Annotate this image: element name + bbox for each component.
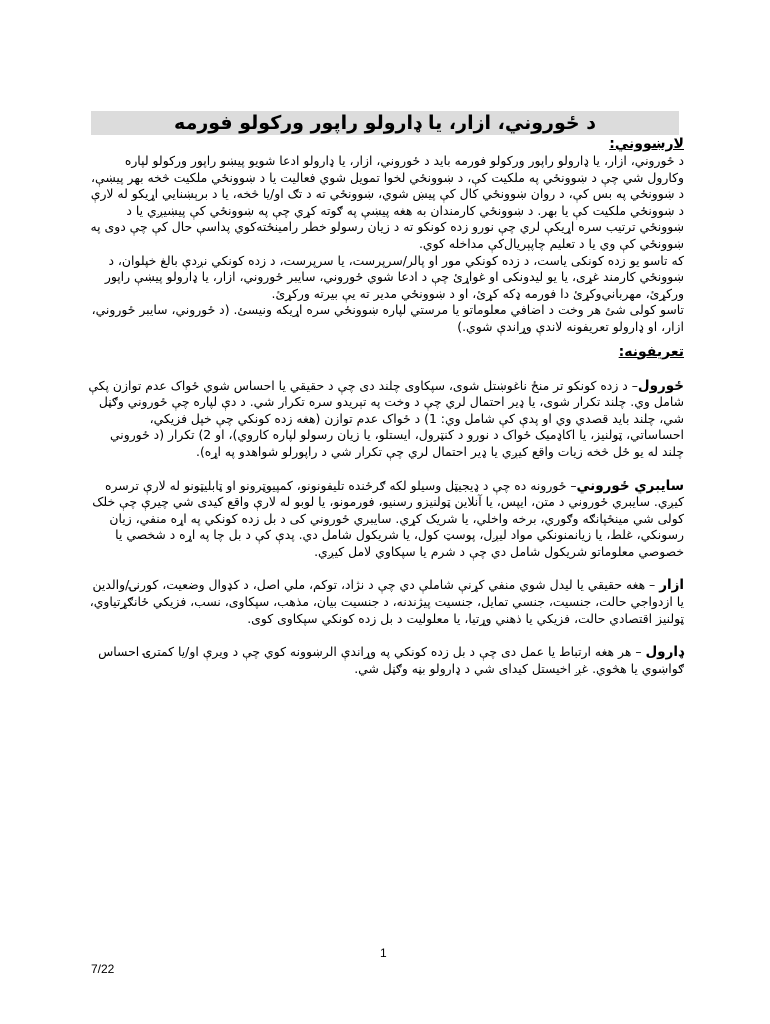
- intro-paragraph-1: د ځوروني، ازار، يا ډارولو راپور ورکولو فورمه بايد د ځوروني، ازار، يا ډارولو ادعا شويو پيښو راپور ورکولو لپاره وکارول شي چې د ښوونځي په ملکيت کې، د ښوونځي لخوا تمويل شوي فعاليت يا د ښوونځي ملکيت څخه بهر پيښې، د ښوونځي په بس کې، د روان ښوونځي کال کې پيښ شوي، ښوونځي ته د تګ او/يا څخه، يا د برېښنايي اړيکو له لارې د ښوونځي ملکيت کې يا بهر. د ښوونځي کارمندان به هغه پيښې په ګوته کړي چې په ښوونځي کې پيښيږي يا د ښوونځي ترتيب سره اړيکې لري چې نورو زده کونکو ته د زيان رسولو خطر رامينځته‌کوي پداسې حال کې چې دوی په ښوونځي کې وي يا د تعليم چاپېريال‌کې مداخله کوي.: [90, 153, 684, 251]
- definition-term: ځورول: [637, 377, 684, 394]
- definition-bullying: [88, 378, 684, 461]
- definition-harassment: [88, 577, 684, 627]
- definition-text: ځورونه ده چې د ډيجيټل وسيلو لکه ګرځنده تليفونونو، کمپيوټرونو او ټابليټونو له لارې ترسره کيږي. سايبري ځوروني د متن، ايپس، يا آنلاين ټولنيزو رسنيو، فورمونو، يا لوبو له لارې واقع کيدی شي چيرې چې خلک کولی شي مينځپانګه وګوري، برخه واخلي، يا شريک کړي. سايبري ځوروني کی د بل زده کونکي په اړه منفي، زيان رسونکي، غلط، يا زيانمنونکي مواد ليږل، پوسټ کول، يا شريکول شامل دي. پدې کې د بل چا په اړه د شخصي يا خصوصي معلوماتو شريکول شامل دي چې د شرم يا سپکاوي لامل کيږي.: [92, 477, 684, 559]
- definition-term: ډارول: [645, 644, 684, 661]
- definition-separator: –: [627, 377, 638, 393]
- revision-date: 7/22: [91, 962, 115, 976]
- intro-heading: لارښووني:: [609, 136, 684, 152]
- intro-paragraph-2: که تاسو يو زده کونکی یاست، د زده کونکي مور او پالر/سرپرست، يا سرپرست، د زده کونکي نږدې بالغ خپلوان، د ښوونځي کارمند غړی، يا يو ليدونکی او غواړئ چې د ادعا شوي ځوروني، سايبر ځوروني، ازار، يا ډارولو پيښې راپور ورکړئ، مهرباني‌وکړئ دا فورمه ډکه کړئ، او د ښوونځي مدير ته يې بيرته ورکړئ.: [104, 252, 684, 301]
- definition-separator: –: [645, 577, 660, 593]
- form-title: د ځوروني، ازار، يا ډارولو راپور ورکولو فورمه: [91, 111, 679, 135]
- definition-separator: –: [566, 477, 577, 493]
- definition-text: هر هغه ارتباط يا عمل دی چې د بل زده کونکي په وړاندې الرښوونه کوي چې د ويرې او/يا کمترۍ احساس ګواښوي يا هڅوي. غږ اخيستل کيدای شي د ډارولو بڼه وګڼل شي.: [98, 644, 684, 676]
- intro-paragraph-3: تاسو کولی شئ هر وخت د اضافي معلوماتو يا مرستي لپاره ښوونځي سره اړيکه ونيسئ. (د ځوروني، سايبر ځوروني، ازار، او ډارولو تعريفونه لاندې وړاندې شوي.): [91, 302, 684, 334]
- definitions-heading: تعريفونه:: [618, 343, 684, 360]
- definition-text: هغه حقيقي يا ليدل شوي منفي کړنې شاملې دي چې د نژاد، توکم، ملي اصل، د کډوال وضعيت، کورنۍ/والدين يا ازدواجي حالت، جنسيت، جنسي تمايل، جنسيت پيژندنه، د جنسيت بيان، مذهب، سپکاوی، نسب، فزيکي ځانګړتياوي، ټولنيز اقتصادي حالت، فزيکي يا ذهني وړتيا، يا معلوليت د بل زده کونکي سپکاوی کوی.: [89, 577, 684, 626]
- definition-intimidation: [88, 644, 684, 677]
- page-number: 1: [380, 946, 387, 960]
- definition-cyberbullying: [88, 478, 684, 561]
- definition-text: د زده کونکو تر منځ ناغوښتل شوی، سپکاوی چلند دی چې د حقيقي يا احساس شوي ځواک عدم توازن پکې شامل وي. چلند تکرار شوی، يا ډير احتمال لري چې د وخت په تېريدو سره تکرار شي. د دې لپاره چې ځوروني وګڼل شي، چلند بايد قصدي وي او پدې کې شامل وي: 1) د ځواک عدم توازن (هغه زده کونکي چې خپل فزيکي، احساساتي، ټولنيز، يا اکاډميک ځواک د نورو د کنټرول، ايستلو، يا زيان رسولو لپاره کاروي)، او 2) تکرار (د ځوروني چلند له يو ځل څخه زيات واقع کيږي يا ډير احتمال لري چې تکرار شي د راپور‌لو شواهدو په اړه).: [88, 377, 684, 459]
- definition-term: ازار: [659, 577, 684, 594]
- definition-term: سايبري ځوروني: [576, 477, 684, 494]
- definition-separator: –: [631, 644, 646, 660]
- document-body: [88, 136, 684, 677]
